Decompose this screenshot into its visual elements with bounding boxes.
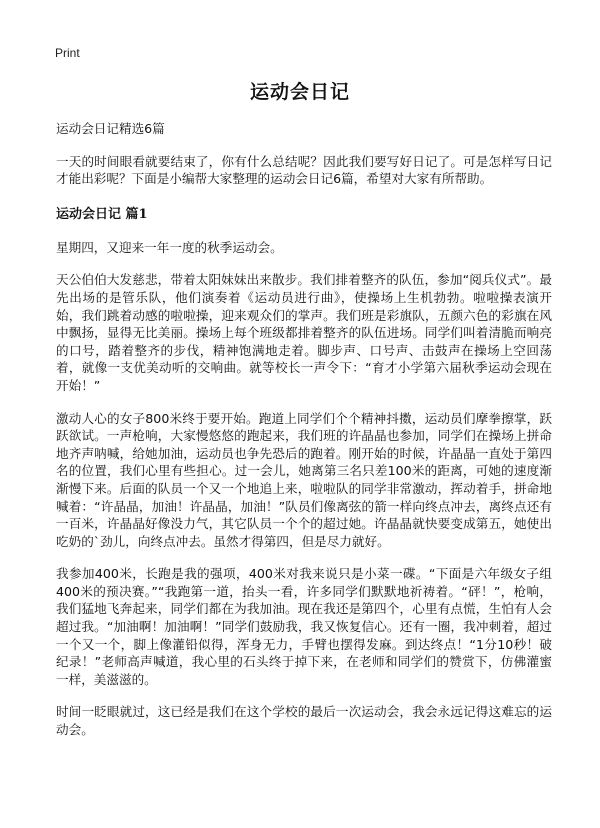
body-paragraph: 激动人心的女子800米终于要开始。跑道上同学们个个精神抖擞，运动员们摩拳擦掌，跃跃欲试。一声枪响，大家慢悠悠的跑起来，我们班的许晶晶也参加，同学们在操场上拼命地齐声呐喊，给她加油，运动员也争先恐后的跑着。刚开始的时候，许晶晶一直处于第四名的位置，我们心里有些担心。过一会儿，她离第三名只差100米的距离，可她的速度渐渐慢下来。后面的队员一个又一个地追上来，啦啦队的同学非常激动，挥动着手，拼命地喊着：“许晶晶，加油！许晶晶，加油！”队员们像离弦的箭一样向终点冲去，离终点还有一百米，许晶晶好像没力气，其它队员一个个的超过她。许晶晶就快要变成第五，她使出吃奶的`劲儿，向终点冲去。虽然才得第四，但是尽力就好。 — [56, 410, 552, 549]
page-title: 运动会日记 — [249, 81, 350, 103]
body-paragraph: 我参加400米，长跑是我的强项，400米对我来说只是小菜一碟。“下面是六年级女子组400米的预决赛。”“我跑第一道，抬头一看，许多同学们默默地祈祷着。“砰！”，枪响，我们猛地飞奔起来，同学们都在为我加油。现在我还是第四个，心里有点慌，生怕有人会超过我。“加油啊！加油啊！”同学们鼓励我，我又恢复信心。还有一圈，我冲刺着，超过一个又一个，脚上像灌铅似得，浑身无力，手臂也摆得发麻。到达终点！“1分10秒！破纪录！”老师高声喊道，我心里的石头终于掉下来，在老师和同学们的赞赏下，仿佛灌蜜一样，美滋滋的。 — [56, 566, 552, 687]
body-paragraph: 时间一眨眼就过，这已经是我们在这个学校的最后一次运动会，我会永远记得这难忘的运动会。 — [56, 704, 552, 738]
body-paragraph: 天公伯伯大发慈悲，带着太阳妹妹出来散步。我们排着整齐的队伍，参加“阅兵仪式”。最先出场的是管乐队，他们演奏着《运动员进行曲》，使操场上生机勃勃。啦啦操表演开始，我们跳着动感的啦啦操，迎来观众们的掌声。我们班是彩旗队，五颜六色的彩旗在风中飘扬，显得无比美丽。操场上每个班级都排着整齐的队伍进场。同学们叫着清脆而响亮的口号，踏着整齐的步伐，精神饱满地走着。脚步声、口号声、击鼓声在操场上空回荡着，就像一支优美动听的交响曲。就等校长一声令下：“育才小学第六届秋季运动会现在开始！” — [56, 272, 552, 393]
print-link[interactable]: Print — [55, 46, 80, 60]
section-heading: 运动会日记 篇1 — [56, 206, 148, 222]
intro-paragraph: 一天的时间眼看就要结束了，你有什么总结呢？因此我们要写好日记了。可是怎样写日记才能出彩呢？下面是小编帮大家整理的运动会日记6篇，希望对大家有所帮助。 — [56, 153, 552, 187]
article-body — [56, 120, 552, 754]
body-paragraph: 星期四，又迎来一年一度的秋季运动会。 — [56, 239, 283, 255]
article-subtitle: 运动会日记精选6篇 — [56, 121, 165, 136]
